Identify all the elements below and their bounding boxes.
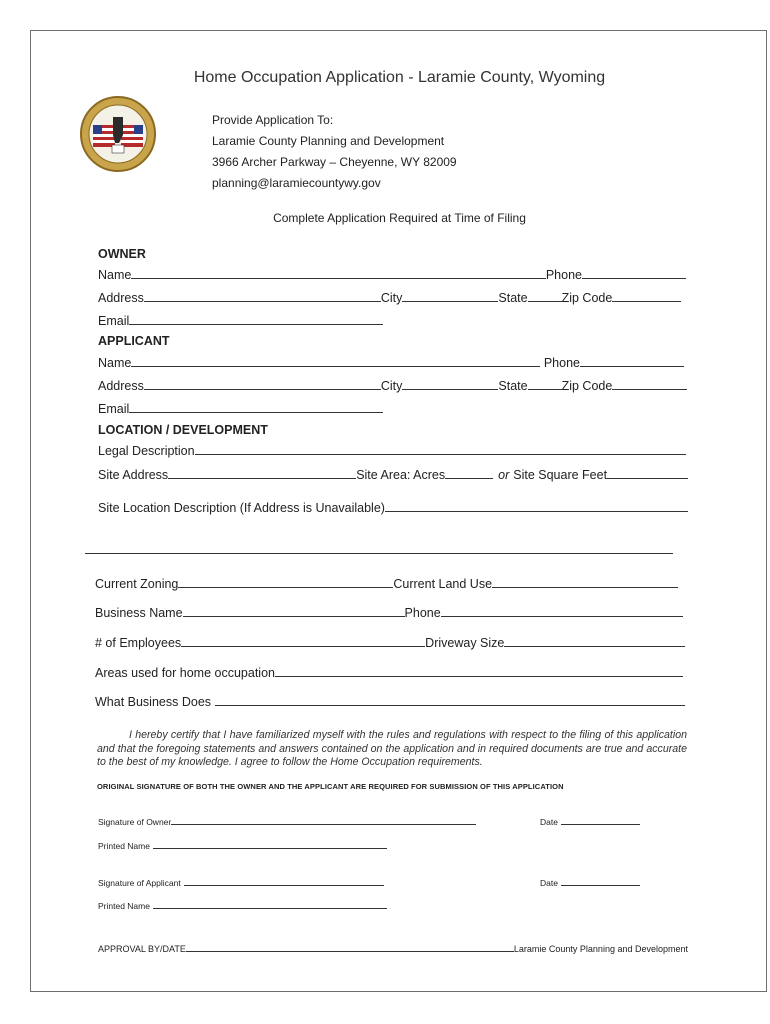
site-desc-label: Site Location Description (If Address is Unavailable): [98, 501, 385, 515]
employees-row: [95, 635, 685, 651]
current-land-use-field[interactable]: [492, 576, 678, 588]
applicant-phone-label: Phone: [543, 356, 580, 370]
approval-field[interactable]: [186, 940, 514, 952]
applicant-zip-field[interactable]: [612, 378, 687, 390]
areas-used-row: [95, 665, 683, 681]
applicant-address-row: [98, 378, 687, 394]
owner-phone-label: Phone: [545, 268, 582, 282]
applicant-date-field[interactable]: [561, 874, 640, 886]
legal-description-field[interactable]: [195, 443, 686, 455]
legal-description-row: [98, 443, 686, 459]
applicant-date-row: [540, 874, 640, 891]
business-phone-field[interactable]: [441, 605, 683, 617]
business-name-field[interactable]: [183, 605, 405, 617]
owner-date-row: [540, 813, 640, 830]
owner-signature-row: [98, 813, 476, 830]
owner-address-field[interactable]: [144, 290, 381, 302]
site-desc-field[interactable]: [385, 500, 688, 512]
subtitle: Complete Application Required at Time of Filing: [273, 211, 526, 225]
county-seal-icon: [79, 95, 157, 173]
provide-to-label: Provide Application To:: [212, 113, 334, 127]
application-page: [30, 30, 767, 992]
owner-email-field[interactable]: [129, 313, 383, 325]
owner-name-field[interactable]: [131, 267, 546, 279]
applicant-name-row: [98, 355, 684, 371]
owner-zip-label: Zip Code: [561, 291, 613, 305]
business-name-label: Business Name: [95, 606, 183, 620]
applicant-email-field[interactable]: [129, 401, 383, 413]
org-address: 3966 Archer Parkway – Cheyenne, WY 82009: [212, 155, 457, 169]
applicant-printed-row: [98, 897, 387, 914]
owner-zip-field[interactable]: [612, 290, 681, 302]
zoning-row: [95, 576, 678, 592]
owner-name-label: Name: [98, 268, 132, 282]
owner-printed-field[interactable]: [153, 837, 387, 849]
site-address-field[interactable]: [168, 467, 356, 479]
site-area-label: Site Area: Acres: [356, 468, 446, 482]
areas-used-label: Areas used for home occupation: [95, 666, 275, 680]
owner-printed-row: [98, 837, 387, 854]
location-heading: LOCATION / DEVELOPMENT: [98, 423, 268, 437]
owner-phone-field[interactable]: [582, 267, 686, 279]
site-sqft-label: Site Square Feet: [513, 468, 608, 482]
org-email: planning@laramiecountywy.gov: [212, 176, 381, 190]
areas-used-field[interactable]: [275, 665, 683, 677]
org-name: Laramie County Planning and Development: [212, 134, 445, 148]
site-sqft-field[interactable]: [607, 467, 688, 479]
applicant-signature-row: [98, 874, 384, 891]
business-name-row: [95, 605, 683, 621]
employees-label: # of Employees: [95, 636, 182, 650]
employees-field[interactable]: [181, 635, 425, 647]
applicant-signature-field[interactable]: [184, 874, 384, 886]
applicant-name-label: Name: [98, 356, 132, 370]
owner-name-row: [98, 267, 686, 283]
applicant-state-label: State: [498, 379, 528, 393]
applicant-zip-label: Zip Code: [561, 379, 613, 393]
applicant-email-row: [98, 401, 383, 417]
owner-date-label: Date: [540, 817, 558, 827]
what-business-row: [95, 694, 685, 710]
applicant-printed-field[interactable]: [153, 897, 387, 909]
requirement-note: ORIGINAL SIGNATURE OF BOTH THE OWNER AND THE APPLICANT ARE REQUIRED FOR SUBMISSION OF THIS APPLICATION: [97, 782, 564, 791]
owner-signature-field[interactable]: [171, 813, 476, 825]
or-label: or: [498, 468, 510, 482]
owner-address-row: [98, 290, 681, 306]
owner-address-label: Address: [98, 291, 144, 305]
owner-state-field[interactable]: [528, 290, 562, 302]
applicant-state-field[interactable]: [528, 378, 562, 390]
site-desc-line-2[interactable]: [85, 553, 673, 554]
applicant-printed-label: Printed Name: [98, 901, 150, 911]
approval-dept: Laramie County Planning and Development: [513, 944, 688, 954]
owner-printed-label: Printed Name: [98, 841, 150, 851]
current-zoning-field[interactable]: [178, 576, 393, 588]
driveway-label: Driveway Size: [425, 636, 505, 650]
applicant-heading: APPLICANT: [98, 334, 170, 348]
approval-row: [98, 940, 688, 957]
current-zoning-label: Current Zoning: [95, 577, 179, 591]
applicant-address-field[interactable]: [144, 378, 381, 390]
applicant-name-field[interactable]: [131, 355, 540, 367]
site-acres-field[interactable]: [445, 467, 493, 479]
owner-city-label: City: [380, 291, 403, 305]
legal-description-label: Legal Description: [98, 444, 195, 458]
site-desc-row: [98, 500, 688, 516]
certification-text: I hereby certify that I have familiarized myself with the rules and regulations with respect to the filing of this application and that the foregoing statements and answers contained on the application and in required documents are true and accurate to the best of my knowledge. I agree to follow the Home Occupation requirements.: [97, 729, 687, 768]
applicant-date-label: Date: [540, 878, 558, 888]
owner-date-field[interactable]: [561, 813, 640, 825]
owner-email-row: [98, 313, 383, 329]
owner-city-field[interactable]: [402, 290, 498, 302]
what-business-label: What Business Does: [95, 695, 212, 709]
owner-state-label: State: [498, 291, 528, 305]
what-business-field[interactable]: [215, 694, 685, 706]
site-address-label: Site Address: [98, 468, 169, 482]
owner-email-label: Email: [98, 314, 130, 328]
applicant-city-label: City: [380, 379, 403, 393]
applicant-phone-field[interactable]: [580, 355, 684, 367]
applicant-signature-label: Signature of Applicant: [98, 878, 181, 888]
owner-signature-label: Signature of Owner: [98, 817, 172, 827]
site-address-row: [98, 467, 688, 483]
owner-heading: OWNER: [98, 247, 146, 261]
applicant-city-field[interactable]: [402, 378, 498, 390]
page-title: Home Occupation Application - Laramie County, Wyoming: [193, 69, 606, 86]
business-phone-label: Phone: [404, 606, 441, 620]
driveway-field[interactable]: [504, 635, 685, 647]
approval-label: APPROVAL BY/DATE: [98, 944, 186, 954]
applicant-address-label: Address: [98, 379, 144, 393]
current-land-use-label: Current Land Use: [393, 577, 493, 591]
applicant-email-label: Email: [98, 402, 130, 416]
